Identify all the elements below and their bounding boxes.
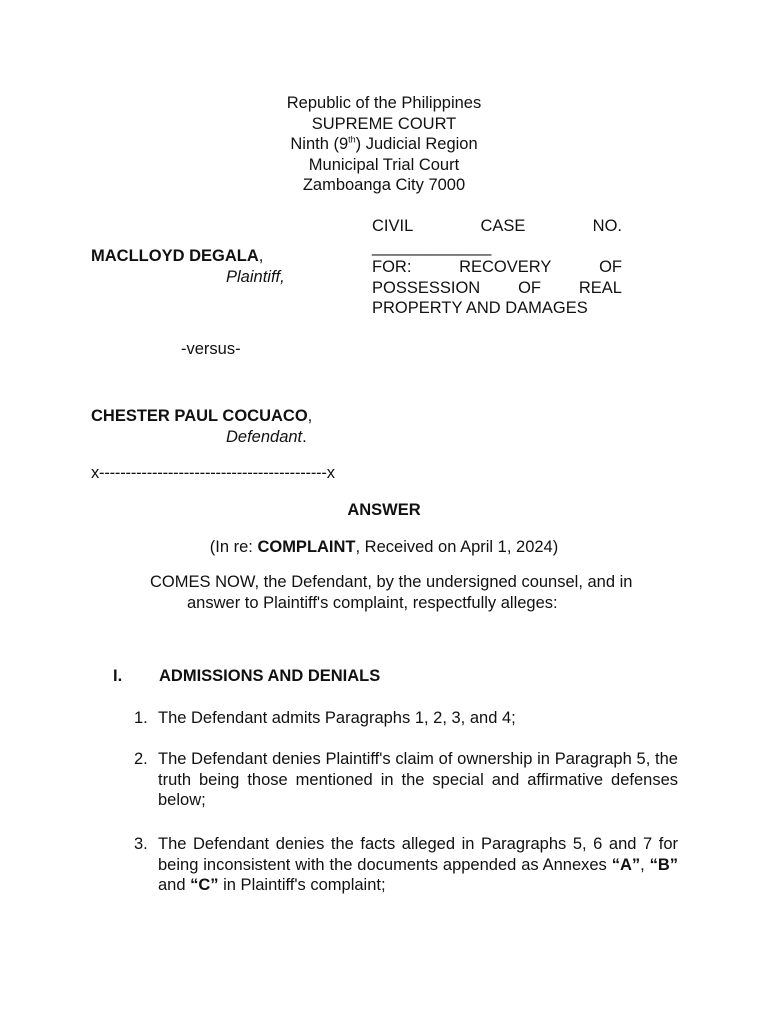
defendant-comma: ,: [307, 407, 313, 425]
for-word: FOR:: [372, 258, 412, 277]
trial-court-line: Municipal Trial Court: [308, 155, 460, 174]
list-item-text: The Defendant admits Paragraphs 1, 2, 3, and 4;: [158, 709, 516, 727]
section-numeral: I.: [113, 667, 123, 685]
list-item-number: 1.: [134, 709, 148, 727]
possession-word: POSSESSION: [372, 278, 481, 297]
property-line: PROPERTY AND DAMAGES: [372, 299, 588, 318]
annex-sep-1: ,: [640, 855, 650, 874]
document-title: ANSWER: [347, 501, 421, 519]
no-word: NO.: [592, 217, 622, 235]
defendant-role-text: Defendant: [226, 428, 303, 446]
of-word-2: OF: [518, 278, 541, 297]
caption-divider: x-------------------------------------------x: [91, 464, 335, 482]
court-line: SUPREME COURT: [311, 114, 457, 133]
of-word: OF: [599, 258, 622, 277]
for-line: [372, 257, 622, 278]
region-pre: Ninth (9: [290, 135, 349, 154]
list-item-text-pre: The Defendant denies the facts alleged in Paragraphs 5, 6 and 7 for being inconsistent with the documents appended as Annexes: [158, 835, 678, 874]
plaintiff-name-text: MACLLOYD DEGALA: [91, 247, 259, 265]
case-word: CASE: [480, 217, 526, 235]
annex-b: “B”: [649, 855, 678, 874]
section-heading: ADMISSIONS AND DENIALS: [159, 667, 381, 685]
list-item-text: [158, 834, 678, 896]
annex-sep-2: and: [158, 876, 191, 895]
case-number-blank: _____________: [372, 237, 492, 256]
versus: -versus-: [181, 340, 241, 358]
in-re-complaint: COMPLAINT: [257, 538, 356, 556]
defendant-name: [91, 406, 312, 427]
court-header: [0, 93, 768, 196]
real-word: REAL: [578, 278, 622, 297]
list-item-text-post: in Plaintiff's complaint;: [218, 876, 386, 895]
in-re-line: [0, 537, 768, 558]
recovery-word: RECOVERY: [459, 258, 552, 277]
possession-line: [372, 278, 622, 299]
intro-line-2: answer to Plaintiff's complaint, respectfully alleges:: [187, 594, 558, 612]
plaintiff-role: Plaintiff,: [226, 268, 285, 286]
civil-word: CIVIL: [372, 217, 414, 235]
defendant-period: .: [302, 428, 307, 446]
annex-a: “A”: [611, 855, 641, 874]
defendant-role: [226, 427, 307, 448]
list-item-text: The Defendant denies Plaintiff's claim of ownership in Paragraph 5, the truth being those mentioned in the special and affirmative defenses below;: [158, 750, 678, 810]
civil-case-line: [372, 216, 622, 237]
plaintiff-comma: ,: [258, 247, 264, 265]
list-item-number: 2.: [134, 750, 148, 768]
defendant-name-text: CHESTER PAUL COCUACO: [91, 407, 308, 425]
region-sup: th: [348, 134, 356, 145]
republic-line: Republic of the Philippines: [286, 94, 482, 112]
intro-line-1: COMES NOW, the Defendant, by the undersigned counsel, and in: [150, 573, 633, 591]
annex-c: “C”: [190, 876, 219, 895]
region-line: [0, 134, 768, 155]
in-re-prefix: (In re:: [209, 538, 258, 556]
case-info: [372, 216, 622, 319]
list-item-number: 3.: [134, 835, 148, 853]
city-line: Zamboanga City 7000: [302, 176, 466, 195]
region-post: ) Judicial Region: [355, 135, 478, 154]
plaintiff-name: [91, 246, 263, 267]
in-re-suffix: , Received on April 1, 2024): [355, 538, 559, 556]
